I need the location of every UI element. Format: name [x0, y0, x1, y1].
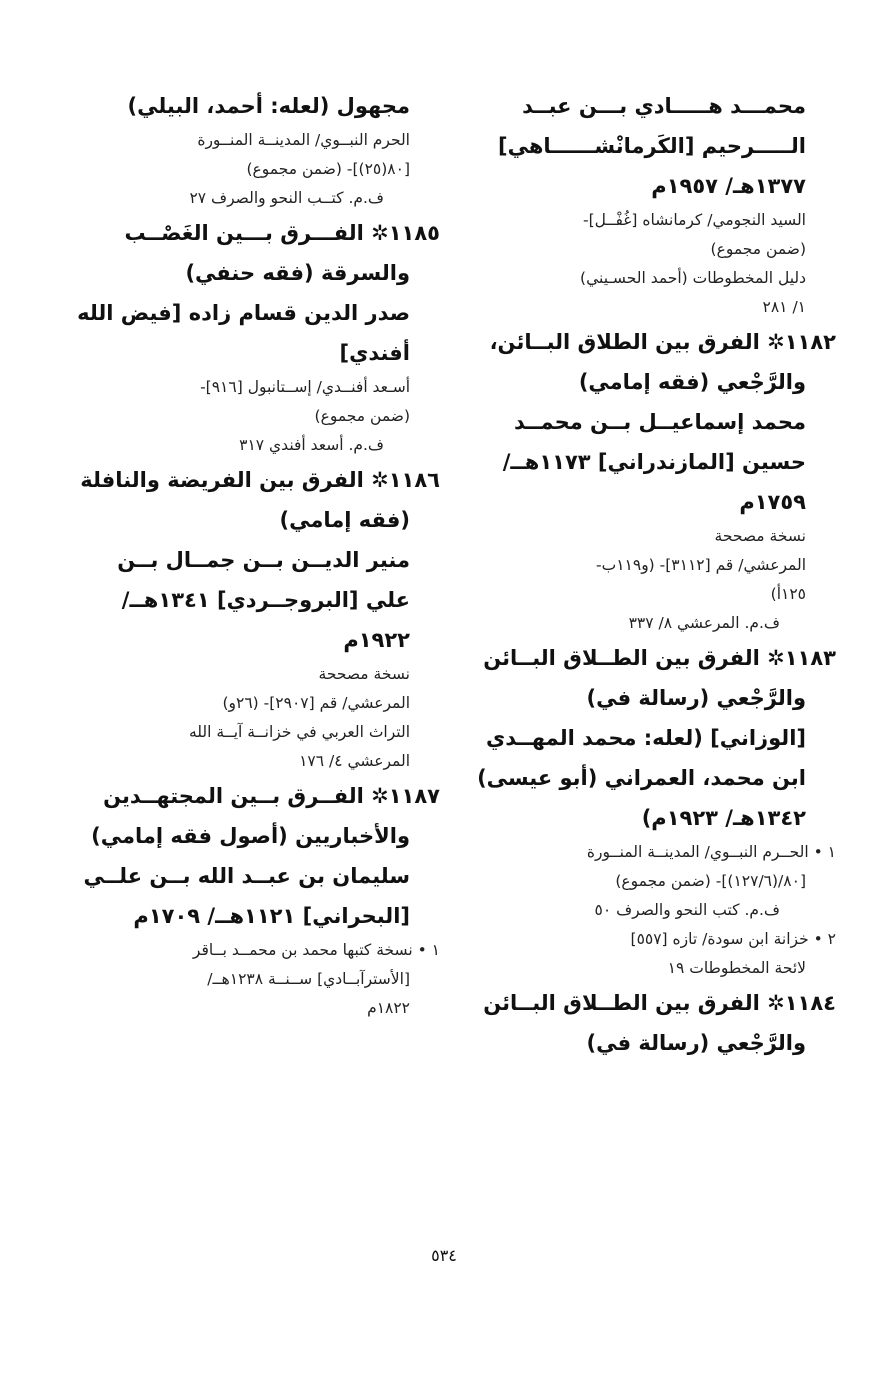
- citation-line: الحرم النبــوي/ المدينــة المنــورة: [197, 131, 410, 149]
- entry-line: الـــــرحيم [الكَرمانْشــــــاهي]: [498, 134, 806, 158]
- entry-line: ١١٨٦✲ الفرق بين الفريضة والنافلة: [80, 468, 440, 492]
- citation-line: لائحة المخطوطات ١٩: [667, 959, 806, 977]
- citation-line: (ضمن مجموع): [710, 240, 806, 258]
- entry-line: ١٩٢٢م: [343, 628, 410, 652]
- entry-line: [البحراني] ١١٢١هــ/ ١٧٠٩م: [133, 904, 410, 928]
- citation-line: المرعشي/ قم [٢٩٠٧]- (٢٦و): [222, 694, 410, 712]
- citation-line: أسـعد أفنــدي/ إســتانبول [٩١٦]-: [200, 378, 410, 396]
- entry-line: ابن محمد، العمراني (أبو عيسى): [477, 766, 806, 790]
- entry-line: ١٣٧٧هـ/ ١٩٥٧م: [651, 174, 806, 198]
- entry-line: ١١٨٧✲ الفــرق بــين المجتهــدين: [103, 784, 440, 808]
- citation-line: ١٨٢٢م: [367, 999, 410, 1017]
- citation-line: ١/ ٢٨١: [762, 298, 806, 316]
- citation-line: ف.م. كتــب النحو والصرف ٢٧: [189, 189, 384, 207]
- entry-line: [الوزاني] (لعله: محمد المهــدي: [486, 726, 806, 750]
- entry-line: ١١٨٢✲ الفرق بين الطلاق البــائن،: [489, 330, 836, 354]
- entry-line: صدر الدين قسام زاده [فيض الله: [77, 301, 410, 325]
- right-column: [472, 86, 836, 1063]
- entry-line: محمد إسماعيــل بــن محمــد: [514, 410, 806, 434]
- citation-line: نسخة مصححة: [714, 527, 806, 545]
- citation-line: [٨٠(٢٥)]- (ضمن مجموع): [246, 160, 410, 178]
- page-number: ٥٣٤: [431, 1246, 457, 1265]
- citation-line: [الأسترآبــادي] ســنــة ١٢٣٨هــ/: [207, 970, 410, 988]
- entry-line: ١٣٤٢هـ/ ١٩٢٣م): [641, 806, 806, 830]
- citation-line: ١ • نسخة كتبها محمد بن محمــد بــاقر: [192, 941, 440, 959]
- entry-line: والرَّجْعي (رسالة في): [586, 686, 806, 710]
- citation-line: ١٢٥أ): [770, 585, 806, 603]
- citation-line: ف.م. كتب النحو والصرف ٥٠: [594, 901, 780, 919]
- entry-line: حسين [المازندراني] ١١٧٣هــ/: [502, 450, 806, 474]
- citation-line: دليل المخطوطات (أحمد الحسـيني): [580, 269, 806, 287]
- entry-line: ١١٨٣✲ الفرق بين الطــلاق البــائن: [483, 646, 836, 670]
- citation-line: ف.م. أسعد أفندي ٣١٧: [239, 436, 384, 454]
- entry-line: سليمان بن عبــد الله بــن علــي: [83, 864, 410, 888]
- citation-line: المرعشي ٤/ ١٧٦: [299, 752, 410, 770]
- entry-line: ١٧٥٩م: [739, 490, 806, 514]
- entry-line: والسرقة (فقه حنفي): [185, 261, 410, 285]
- citation-line: السيد النجومي/ كرمانشاه [غُفْــل]-: [582, 211, 806, 229]
- entry-line: والرَّجْعي (رسالة في): [586, 1031, 806, 1055]
- entry-line: أفندي]: [339, 341, 410, 365]
- citation-line: ٢ • خزانة ابن سودة/ تازه [٥٥٧]: [630, 930, 836, 948]
- entry-line: (فقه إمامي): [279, 508, 410, 532]
- citation-line: ١ • الحــرم النبــوي/ المدينــة المنــورة: [586, 843, 836, 861]
- entry-line: علي [البروجــردي] ١٣٤١هــ/: [121, 588, 410, 612]
- entry-line: منير الديــن بــن جمــال بــن: [117, 548, 410, 572]
- entry-line: ١١٨٥✲ الفـــرق بـــين الغَصْــب: [124, 221, 440, 245]
- citation-line: المرعشي/ قم [٣١١٢]- (و١١٩ب-: [596, 556, 806, 574]
- citation-line: (ضمن مجموع): [314, 407, 410, 425]
- citation-line: ف.م. المرعشي ٨/ ٣٣٧: [628, 614, 780, 632]
- entry-line: والرَّجْعي (فقه إمامي): [578, 370, 806, 394]
- entry-line: والأخباريين (أصول فقه إمامي): [91, 824, 410, 848]
- citation-line: التراث العربي في خزانــة آيــة الله: [188, 723, 410, 741]
- entry-line: مجهول (لعله: أحمد، البيلي): [127, 94, 410, 118]
- entry-line: ١١٨٤✲ الفرق بين الطــلاق البــائن: [483, 991, 836, 1015]
- left-column: [72, 86, 440, 1023]
- citation-line: [٨٠/(١٢٧/٦)]- (ضمن مجموع): [615, 872, 806, 890]
- citation-line: نسخة مصححة: [318, 665, 410, 683]
- entry-line: محمـــد هـــــادي بـــن عبــد: [522, 94, 806, 118]
